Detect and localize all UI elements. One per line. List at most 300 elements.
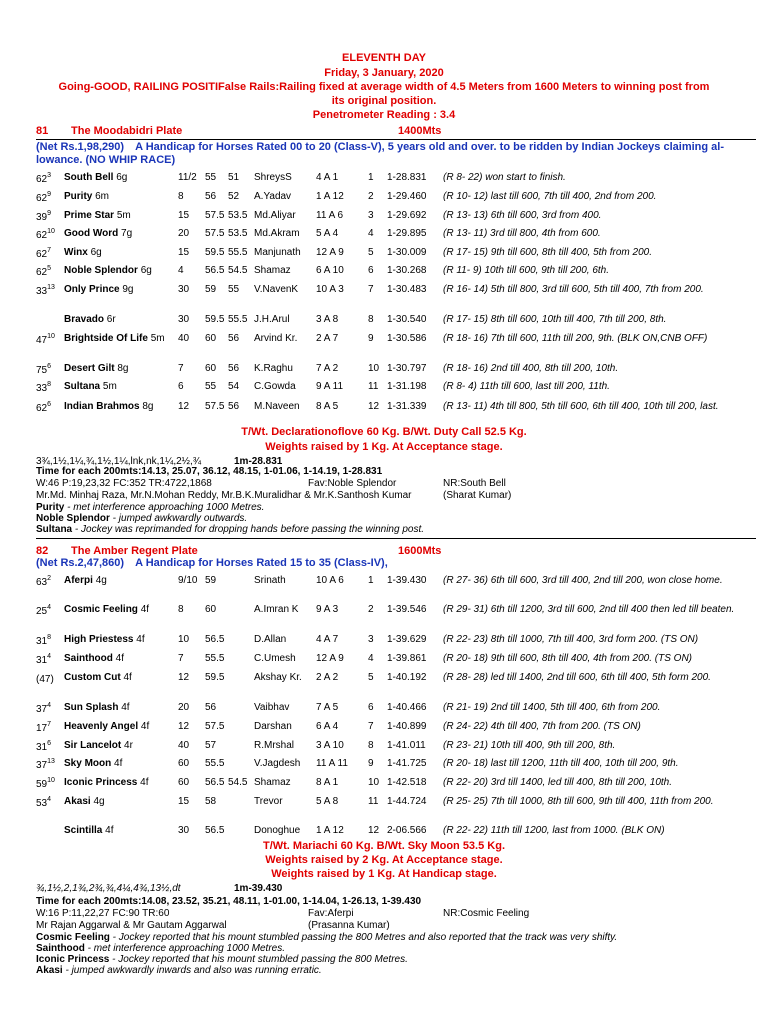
jockey: Donoghue xyxy=(254,825,301,836)
finish-time: 1-40.192 xyxy=(387,672,427,683)
finish-position: 1 xyxy=(368,575,374,586)
going-line-2: its original position. xyxy=(331,95,437,107)
finish-time: 1-31.198 xyxy=(387,381,427,392)
condition-text: A Handicap for Horses Rated 15 to 35 (Class-IV), xyxy=(135,557,388,569)
race-remark: (R 22- 22) 11th till 1200, last from 1000. (BLK ON) xyxy=(443,825,665,836)
jockey: M.Naveen xyxy=(254,401,300,412)
rating: $62^6$ xyxy=(36,401,52,414)
winner-time: 1m-39.430 xyxy=(234,883,283,894)
split-times: Time for each 200mts:14.13, 25.07, 36.12, 48.15, 1-01.06, 1-14.19, 1-28.831 xyxy=(36,466,383,477)
rating: $31^6$ xyxy=(36,740,52,753)
odds: 12 xyxy=(178,721,190,732)
jockey: Darshan xyxy=(254,721,292,732)
rating: $62^7$ xyxy=(36,247,52,260)
odds: 30 xyxy=(178,825,190,836)
owners-text: Mr Rajan Aggarwal & Mr Gautam Aggarwal xyxy=(36,920,227,931)
rating: $25^4$ xyxy=(36,604,52,617)
race-remark: (R 20- 18) 9th till 600, 8th till 400, 4th from 200. (TS ON) xyxy=(443,653,692,664)
horse-name: Sultana 5m xyxy=(64,381,117,392)
finish-position: 12 xyxy=(368,401,380,412)
race-remark: (R 13- 13) 6th till 600, 3rd from 400. xyxy=(443,210,602,221)
finish-position: 10 xyxy=(368,777,380,788)
rating: $63^2$ xyxy=(36,575,52,588)
finish-position: 6 xyxy=(368,702,374,713)
day-title: ELEVENTH DAY xyxy=(342,52,426,64)
draw: 10 A 6 xyxy=(316,575,344,586)
jockey: K.Raghu xyxy=(254,363,293,374)
rating: $59^{10}$ xyxy=(36,777,55,790)
weights-raised: Weights raised by 1 Kg. At Acceptance stage. xyxy=(265,441,503,453)
result-row xyxy=(0,247,768,261)
margins-text: ¾,1½,2,1¾,2¾,¾,4¼,4¾,13½,dt xyxy=(36,883,181,894)
finish-time: 1-41.725 xyxy=(387,758,427,769)
finish-position: 11 xyxy=(368,381,379,392)
rating: $31^8$ xyxy=(36,634,52,647)
finish-position: 6 xyxy=(368,265,374,276)
finish-position: 2 xyxy=(368,604,374,615)
rating: $53^4$ xyxy=(36,796,52,809)
race-distance: 1600Mts xyxy=(398,545,442,557)
finish-position: 12 xyxy=(368,825,380,836)
finish-position: 11 xyxy=(368,796,379,807)
horse-name: Desert Gilt 8g xyxy=(64,363,129,374)
race-remark: (R 13- 11) 3rd till 800, 4th from 600. xyxy=(443,228,601,239)
draw: 2 A 7 xyxy=(316,333,339,344)
rating: (47) xyxy=(36,674,54,685)
draw: 5 A 8 xyxy=(316,796,339,807)
top-bottom-weight: T/Wt. Declarationoflove 60 Kg. B/Wt. Duty Call 52.5 Kg. xyxy=(241,426,527,438)
draw: 3 A 10 xyxy=(316,740,344,751)
jockey: Arvind Kr. xyxy=(254,333,298,344)
odds: 40 xyxy=(178,740,190,751)
horse-name: Bravado 6r xyxy=(64,314,116,325)
race-81-header xyxy=(36,125,756,137)
weight-carried: 55.5 xyxy=(228,314,248,325)
odds: 10 xyxy=(178,634,190,645)
horse-name: Sainthood 4f xyxy=(64,653,125,664)
horse-name: Custom Cut 4f xyxy=(64,672,132,683)
result-row xyxy=(0,363,768,377)
weight-carried: 53.5 xyxy=(228,228,248,239)
result-row xyxy=(0,758,768,772)
weight-carried: 56 xyxy=(228,363,240,374)
horse-name: Scintilla 4f xyxy=(64,825,114,836)
odds: 40 xyxy=(178,333,190,344)
race-remark: (R 22- 20) 3rd till 1400, led till 400, 8th till 200, 10th. xyxy=(443,777,673,788)
race-name: The Moodabidri Plate xyxy=(71,125,183,137)
draw: 4 A 7 xyxy=(316,634,339,645)
jockey: R.Mrshal xyxy=(254,740,295,751)
finish-position: 2 xyxy=(368,191,374,202)
margins-text: 3¾,1½,1¼,¾,1½,1¼,lnk,nk,1¼,2½,¾ xyxy=(36,456,202,467)
draw: 7 A 5 xyxy=(316,702,339,713)
draw: 10 A 3 xyxy=(316,284,344,295)
finish-time: 1-39.861 xyxy=(387,653,427,664)
weight: 60 xyxy=(205,363,217,374)
result-row xyxy=(0,721,768,735)
pools: W:46 P:19,23,32 FC:352 TR:4722,1868 xyxy=(36,478,212,489)
horse-name: Aferpi 4g xyxy=(64,575,107,586)
rating: $33^8$ xyxy=(36,381,52,394)
race-remark: (R 18- 16) 2nd till 400, 8th till 200, 10th. xyxy=(443,363,619,374)
horse-name: Iconic Princess 4f xyxy=(64,777,149,788)
odds: 4 xyxy=(178,265,184,276)
jockey: Trevor xyxy=(254,796,283,807)
weight-carried: 53.5 xyxy=(228,210,248,221)
draw: 6 A 10 xyxy=(316,265,344,276)
date: Friday, 3 January, 2020 xyxy=(324,67,444,79)
odds: 15 xyxy=(178,210,190,221)
divider xyxy=(36,538,756,539)
finish-position: 5 xyxy=(368,672,374,683)
rating: $37^{13}$ xyxy=(36,758,55,771)
pools: W:16 P:11,22,27 FC:90 TR:60 xyxy=(36,908,170,919)
finish-position: 7 xyxy=(368,284,374,295)
horse-name: Akasi 4g xyxy=(64,796,105,807)
weight: 57 xyxy=(205,740,217,751)
result-row xyxy=(0,265,768,279)
weight: 56 xyxy=(205,702,217,713)
jockey: V.NavenK xyxy=(254,284,299,295)
weight-carried: 52 xyxy=(228,191,240,202)
horse-name: High Priestess 4f xyxy=(64,634,145,645)
finish-time: 1-44.724 xyxy=(387,796,427,807)
draw: 9 A 3 xyxy=(316,604,339,615)
result-row xyxy=(0,575,768,589)
race-remark: (R 20- 18) last till 1200, 11th till 400, 10th till 200, 9th. xyxy=(443,758,679,769)
net-prize: (Net Rs.1,98,290) xyxy=(36,141,125,153)
finish-time: 1-29.460 xyxy=(387,191,427,202)
race-remark: (R 18- 16) 7th till 600, 11th till 200, 9th. (BLK ON,CNB OFF) xyxy=(443,333,708,344)
rating: $62^5$ xyxy=(36,265,52,278)
finish-position: 1 xyxy=(368,172,374,183)
weight-carried: 54 xyxy=(228,381,240,392)
finish-time: 1-39.546 xyxy=(387,604,427,615)
race-remark: (R 17- 15) 9th till 600, 8th till 400, 5th from 200. xyxy=(443,247,652,258)
split-times: Time for each 200mts:14.08, 23.52, 35.21, 48.11, 1-01.00, 1-14.04, 1-26.13, 1-39.430 xyxy=(36,896,422,907)
draw: 7 A 2 xyxy=(316,363,339,374)
weight-carried: 51 xyxy=(228,172,240,183)
weight: 59.5 xyxy=(205,247,225,258)
pool-info xyxy=(36,908,756,919)
draw: 1 A 12 xyxy=(316,825,344,836)
rating: $62^9$ xyxy=(36,191,52,204)
draw: 12 A 9 xyxy=(316,653,344,664)
jockey: Srinath xyxy=(254,575,286,586)
jockey: C.Gowda xyxy=(254,381,296,392)
finish-position: 8 xyxy=(368,314,374,325)
finish-time: 1-30.009 xyxy=(387,247,427,258)
jockey: D.Allan xyxy=(254,634,287,645)
jockey: ShreysS xyxy=(254,172,292,183)
race-number: 81 xyxy=(36,125,49,137)
owners-text: Mr.Md. Minhaj Raza, Mr.N.Mohan Reddy, Mr.B.K.Muralidhar & Mr.K.Santhosh Kumar xyxy=(36,490,412,501)
finish-position: 4 xyxy=(368,653,374,664)
weight: 59 xyxy=(205,284,217,295)
steward-note: Sainthood - met interference approaching 1000 Metres. xyxy=(36,943,285,954)
rating: $75^6$ xyxy=(36,363,52,376)
finish-time: 1-40.466 xyxy=(387,702,427,713)
weight-carried: 54.5 xyxy=(228,777,248,788)
result-row xyxy=(0,333,768,347)
jockey: V.Jagdesh xyxy=(254,758,301,769)
draw: 12 A 9 xyxy=(316,247,344,258)
jockey: Vaibhav xyxy=(254,702,290,713)
winner-time: 1m-28.831 xyxy=(234,456,283,467)
odds: 20 xyxy=(178,228,190,239)
odds: 12 xyxy=(178,401,190,412)
race-remark: (R 16- 14) 5th till 800, 3rd till 600, 5th till 400, 7th from 200. xyxy=(443,284,704,295)
weight: 55 xyxy=(205,381,217,392)
jockey: A.Yadav xyxy=(254,191,292,202)
non-runner: NR:South Bell xyxy=(443,478,506,489)
finish-time: 1-40.899 xyxy=(387,721,427,732)
rating: $62^{10}$ xyxy=(36,228,55,241)
race-remark: (R 13- 11) 4th till 800, 5th till 600, 6th till 400, 10th till 200, last. xyxy=(443,401,719,412)
race-remark: (R 17- 15) 8th till 600, 10th till 400, 7th till 200, 8th. xyxy=(443,314,667,325)
horse-name: Purity 6m xyxy=(64,191,110,202)
finish-time: 1-30.540 xyxy=(387,314,427,325)
draw: 2 A 2 xyxy=(316,672,339,683)
odds: 60 xyxy=(178,758,190,769)
rating: $31^4$ xyxy=(36,653,52,666)
jockey: Md.Aliyar xyxy=(254,210,296,221)
race-remark: (R 25- 25) 7th till 1000, 8th till 600, 9th till 400, 11th from 200. xyxy=(443,796,714,807)
weight: 57.5 xyxy=(205,721,225,732)
weights-raised: Weights raised by 2 Kg. At Acceptance stage. xyxy=(265,854,503,866)
top-bottom-weight: T/Wt. Mariachi 60 Kg. B/Wt. Sky Moon 53.5 Kg. xyxy=(262,840,506,852)
weight: 59.5 xyxy=(205,314,225,325)
draw: 11 A 11 xyxy=(316,758,348,769)
steward-note: Noble Splendor - jumped awkwardly outwards. xyxy=(36,513,248,524)
pool-info xyxy=(36,478,756,489)
weight-carried: 56 xyxy=(228,401,240,412)
draw: 8 A 1 xyxy=(316,777,339,788)
draw: 3 A 8 xyxy=(316,314,339,325)
net-prize: (Net Rs.2,47,860) xyxy=(36,557,125,569)
draw: 5 A 4 xyxy=(316,228,339,239)
finish-position: 9 xyxy=(368,758,374,769)
odds: 9/10 xyxy=(178,575,198,586)
horse-name: Brightside Of Life 5m xyxy=(64,333,165,344)
horse-name: South Bell 6g xyxy=(64,172,128,183)
favourite: Fav:Noble Splendor xyxy=(308,478,397,489)
horse-name: Sun Splash 4f xyxy=(64,702,130,713)
race-remark: (R 29- 31) 6th till 1200, 3rd till 600, 2nd till 400 then led till beaten. xyxy=(443,604,735,615)
finish-position: 3 xyxy=(368,210,374,221)
race-82-conditions xyxy=(36,557,756,570)
race-remark: (R 8- 4) 11th till 600, last till 200, 11th. xyxy=(443,381,610,392)
odds: 11/2 xyxy=(178,172,197,183)
steward-note: Iconic Princess - Jockey reported that his mount stumbled passing the 800 Metres. xyxy=(36,954,408,965)
trainer: (Sharat Kumar) xyxy=(443,490,512,501)
result-row xyxy=(0,228,768,242)
race-remark: (R 8- 22) won start to finish. xyxy=(443,172,566,183)
finish-position: 8 xyxy=(368,740,374,751)
weight: 56 xyxy=(205,191,217,202)
odds: 30 xyxy=(178,284,190,295)
finish-time: 1-29.895 xyxy=(387,228,427,239)
odds: 6 xyxy=(178,381,184,392)
finish-position: 3 xyxy=(368,634,374,645)
rating: $17^7$ xyxy=(36,721,52,734)
draw: 8 A 5 xyxy=(316,401,339,412)
result-row xyxy=(0,740,768,754)
draw: 9 A 11 xyxy=(316,381,344,392)
weight: 59.5 xyxy=(205,672,225,683)
result-row xyxy=(0,825,768,839)
race-number: 82 xyxy=(36,545,49,557)
result-row xyxy=(0,210,768,224)
result-row xyxy=(0,634,768,648)
weight: 57.5 xyxy=(205,228,225,239)
weight: 58 xyxy=(205,796,217,807)
jockey: Akshay Kr. xyxy=(254,672,302,683)
race-remark: (R 22- 23) 8th till 1000, 7th till 400, 3rd form 200. (TS ON) xyxy=(443,634,699,645)
finish-time: 1-30.268 xyxy=(387,265,427,276)
finish-position: 4 xyxy=(368,228,374,239)
finish-position: 7 xyxy=(368,721,374,732)
draw: 1 A 12 xyxy=(316,191,344,202)
weight: 57.5 xyxy=(205,210,225,221)
weight: 59 xyxy=(205,575,217,586)
rating: $33^{13}$ xyxy=(36,284,55,297)
horse-name: Winx 6g xyxy=(64,247,102,258)
draw: 4 A 1 xyxy=(316,172,339,183)
steward-note: Sultana - Jockey was reprimanded for dropping hands before passing the winning post. xyxy=(36,524,424,535)
weight: 60 xyxy=(205,604,217,615)
owners xyxy=(36,490,756,501)
result-row xyxy=(0,653,768,667)
race-remark: (R 24- 22) 4th till 400, 7th from 200. (TS ON) xyxy=(443,721,641,732)
result-row xyxy=(0,777,768,791)
result-row xyxy=(0,702,768,716)
weight: 56.5 xyxy=(205,265,225,276)
rating: $47^{10}$ xyxy=(36,333,55,346)
horse-name: Cosmic Feeling 4f xyxy=(64,604,150,615)
horse-name: Good Word 7g xyxy=(64,228,133,239)
jockey: C.Umesh xyxy=(254,653,296,664)
odds: 7 xyxy=(178,653,184,664)
weight-carried: 55 xyxy=(228,284,240,295)
odds: 15 xyxy=(178,247,190,258)
result-row xyxy=(0,604,768,618)
horse-name: Indian Brahmos 8g xyxy=(64,401,154,412)
odds: 20 xyxy=(178,702,190,713)
favourite: Fav:Aferpi xyxy=(308,908,354,919)
weights-raised-2: Weights raised by 1 Kg. At Handicap stage. xyxy=(271,868,497,880)
result-row xyxy=(0,672,768,686)
result-row xyxy=(0,796,768,810)
penetrometer: Penetrometer Reading : 3.4 xyxy=(312,109,456,121)
result-row xyxy=(0,381,768,395)
rating: $39^9$ xyxy=(36,210,52,223)
going-line-1: Going-GOOD, RAILING POSITIFalse Rails:Railing fixed at average width of 4.5 Meters from 1600 Meters to winning post from xyxy=(58,81,710,93)
finish-position: 5 xyxy=(368,247,374,258)
odds: 7 xyxy=(178,363,184,374)
weight: 55.5 xyxy=(205,653,225,664)
owners xyxy=(36,920,756,931)
weight: 55.5 xyxy=(205,758,225,769)
jockey: A.Imran K xyxy=(254,604,299,615)
race-remark: (R 21- 19) 2nd till 1400, 5th till 400, 6th from 200. xyxy=(443,702,661,713)
race-distance: 1400Mts xyxy=(398,125,442,137)
non-runner: NR:Cosmic Feeling xyxy=(443,908,530,919)
result-row xyxy=(0,191,768,205)
race-remark: (R 27- 36) 6th till 600, 3rd till 400, 2nd till 200, won close home. xyxy=(443,575,723,586)
weight-carried: 54.5 xyxy=(228,265,248,276)
margins xyxy=(36,883,283,894)
odds: 15 xyxy=(178,796,190,807)
weight: 56.5 xyxy=(205,634,225,645)
race-81-conditions xyxy=(36,141,756,167)
finish-time: 1-28.831 xyxy=(387,172,427,183)
weight-carried: 56 xyxy=(228,333,240,344)
steward-note: Akasi - jumped awkwardly inwards and also was running erratic. xyxy=(36,965,322,976)
race-remark: (R 28- 28) led till 1400, 2nd till 600, 6th till 400, 5th form 200. xyxy=(443,672,711,683)
steward-note: Cosmic Feeling - Jockey reported that his mount stumbled passing the 800 Metres and also reported that the track was very shifty. xyxy=(36,932,618,943)
finish-position: 10 xyxy=(368,363,380,374)
weight: 55 xyxy=(205,172,217,183)
trainer: (Prasanna Kumar) xyxy=(308,920,390,931)
weight: 57.5 xyxy=(205,401,225,412)
horse-name: Prime Star 5m xyxy=(64,210,131,221)
odds: 60 xyxy=(178,777,190,788)
divider xyxy=(36,139,756,140)
condition-text-2: lowance. (NO WHIP RACE) xyxy=(36,154,176,166)
jockey: J.H.Arul xyxy=(254,314,290,325)
race-remark: (R 11- 9) 10th till 600, 9th till 200, 6th. xyxy=(443,265,610,276)
finish-time: 1-41.011 xyxy=(387,740,426,751)
draw: 11 A 6 xyxy=(316,210,344,221)
finish-time: 2-06.566 xyxy=(387,825,427,836)
horse-name: Noble Splendor 6g xyxy=(64,265,152,276)
finish-time: 1-31.339 xyxy=(387,401,427,412)
result-row xyxy=(0,314,768,328)
finish-time: 1-30.797 xyxy=(387,363,427,374)
weight: 60 xyxy=(205,333,217,344)
race-82-header xyxy=(36,545,756,557)
draw: 6 A 4 xyxy=(316,721,339,732)
odds: 8 xyxy=(178,191,184,202)
race-remark: (R 10- 12) last till 600, 7th till 400, 2nd from 200. xyxy=(443,191,657,202)
finish-position: 9 xyxy=(368,333,374,344)
odds: 12 xyxy=(178,672,190,683)
jockey: Shamaz xyxy=(254,777,291,788)
race-remark: (R 23- 21) 10th till 400, 9th till 200, 8th. xyxy=(443,740,616,751)
race-name: The Amber Regent Plate xyxy=(71,545,198,557)
weight: 56.5 xyxy=(205,777,225,788)
condition-text: A Handicap for Horses Rated 00 to 20 (Class-V), 5 years old and over. to be ridden by Indian Jockeys claiming al- xyxy=(135,141,724,153)
jockey: Shamaz xyxy=(254,265,291,276)
finish-time: 1-39.629 xyxy=(387,634,427,645)
steward-note: Purity - met interference approaching 1000 Metres. xyxy=(36,502,265,513)
weight-carried: 55.5 xyxy=(228,247,248,258)
jockey: Manjunath xyxy=(254,247,301,258)
result-row xyxy=(0,172,768,186)
odds: 8 xyxy=(178,604,184,615)
result-row xyxy=(0,401,768,415)
rating: $37^4$ xyxy=(36,702,52,715)
jockey: Md.Akram xyxy=(254,228,300,239)
result-row xyxy=(0,284,768,298)
horse-name: Only Prince 9g xyxy=(64,284,134,295)
finish-time: 1-39.430 xyxy=(387,575,427,586)
finish-time: 1-42.518 xyxy=(387,777,427,788)
finish-time: 1-30.586 xyxy=(387,333,427,344)
finish-time: 1-30.483 xyxy=(387,284,427,295)
horse-name: Sir Lancelot 4r xyxy=(64,740,133,751)
